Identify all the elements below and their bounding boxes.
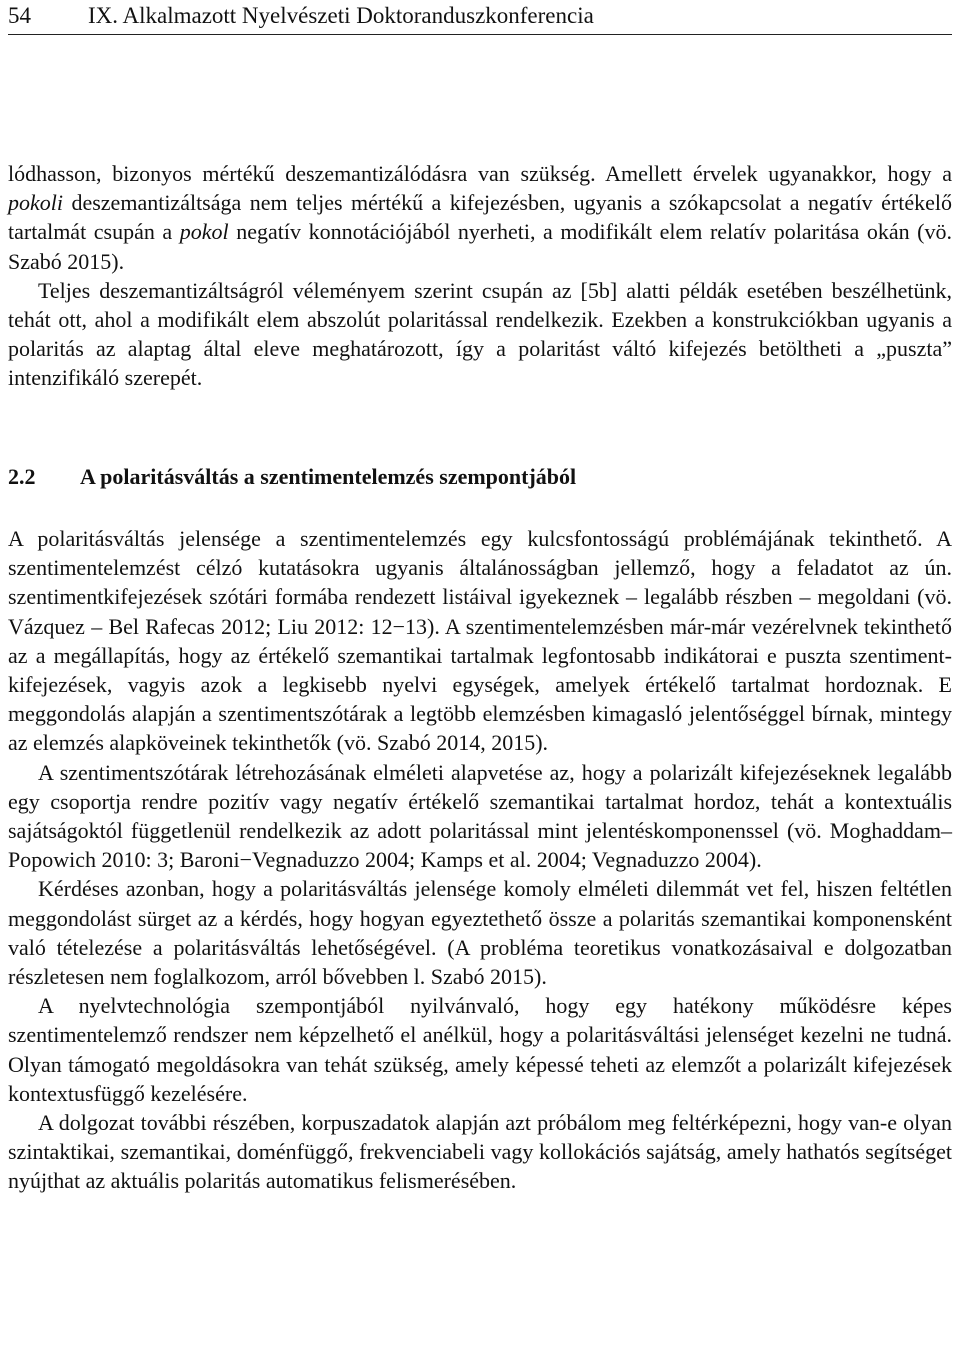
paragraph-text: negatív konnotációjából nyerheti, a modifikált elem relatív polaritása okán (vö. Szabó 2015). (8, 219, 952, 274)
paragraph: Kérdéses azonban, hogy a polaritásváltás jelensége komoly elméleti dilemmát vet fel, hiszen feltétlen meggondolást sürget az a kérdés, hogy hogyan egyeztethető össze a polaritás szemantikai komponensként való tételezése a polaritásváltás lehetőségével. (A probléma teoretikus vonatkozásaival e dolgozatban részletesen nem foglalkozom, arról bővebben l. Szabó 2015). (8, 876, 952, 990)
body-text-top (8, 159, 952, 393)
section-title: A polaritásváltás a szentimentelemzés szempontjából (80, 464, 577, 489)
paragraph: A szentimentszótárak létrehozásának elméleti alapvetése az, hogy a polarizált kifejezéseknek legalább egy csoportja rendre pozitív vagy negatív értékelő szemantikai tartalmat hordoz, tehát a kontextuális sajátságoktól függetlenül rendelkezik az adott polaritással mint jelentéskomponenssel (vö. Moghaddam–Popowich 2010: 3; Baroni−Vegnaduzzo 2004; Kamps et al. 2004; Vegnaduzzo 2004). (8, 759, 952, 873)
conference-title: IX. Alkalmazott Nyelvészeti Doktoranduszkonferencia (88, 3, 594, 28)
paragraph: Teljes deszemantizáltságról véleményem szerint csupán az [5b] alatti példák esetében beszélhetünk, tehát ott, ahol a modifikált elem abszolút polaritással rendelkezik. Ezekben a konstrukciókban ugyanis a polaritás az alaptag által eleve meghatározott, így a polaritást váltó kifejezés betöltheti a „puszta” intenzifikáló szerepét. (8, 277, 952, 391)
body-text-section (8, 524, 952, 1196)
page-number: 54 (8, 3, 31, 28)
paragraph: A polaritásváltás jelensége a szentimentelemzés egy kulcsfontosságú problémájának tekinthető. A szentimentelemzést célzó kutatásokra ugyanis általánosságban jellemző, hogy a feladatot az ún. szentimentkifejezések szótári formába rendezett listáival igyekeznek – legalább részben – megoldani (vö. Vázquez – Bel Rafecas 2012; Liu 2012: 12−13). A szentimentelemzésben már-már vezérelvnek tekinthető az a megállapítás, hogy az értékelő szemantikai tartalmak legfontosabb indikátorai e puszta szentimentkifejezések, vagyis azok a legkisebb nyelvi egységek, amelyek értékelő tartalmat hordoznak. E meggondolás alapján a szentimentszótárak a legtöbb elemzésben kimagasló jelentőséggel bírnak, mintegy az elemzés alapköveinek tekinthetők (vö. Szabó 2014, 2015). (8, 526, 952, 756)
italic-term-pokoli: pokoli (8, 190, 63, 216)
section-number: 2.2 (8, 464, 36, 489)
paragraph: A dolgozat további részében, korpuszadatok alapján azt próbálom meg feltérképezni, hogy van-e olyan szintaktikai, szemantikai, doménfüggő, frekvenciabeli vagy kollokációs sajátság, amely hathatós segítséget nyújthat az aktuális polaritás automatikus felismerésében. (8, 1110, 952, 1194)
paragraph-continued (8, 159, 952, 276)
paragraph-text: lódhasson, bizonyos mértékű deszemantizálódásra van szükség. Amellett érvelek ugyanakkor, hogy a (8, 161, 952, 186)
paragraph: A nyelvtechnológia szempontjából nyilvánvaló, hogy egy hatékony működésre képes szentimentelemző rendszer nem képzelhető el anélkül, hogy a polaritásváltási jelenséget kezelni ne tudná. Olyan támogató megoldásokra van tehát szükség, amely képessé teheti az elemzőt a polarizált kifejezések kontextusfüggő kezelésére. (8, 993, 952, 1106)
paragraph-text: deszemantizáltsága nem teljes mértékű a kifejezésben, ugyanis a szókapcsolat a negatív értékelő tartalmát csupán a (8, 190, 952, 245)
italic-term-pokol: pokol (179, 219, 229, 245)
running-header (8, 2, 952, 35)
section-heading (8, 462, 952, 492)
